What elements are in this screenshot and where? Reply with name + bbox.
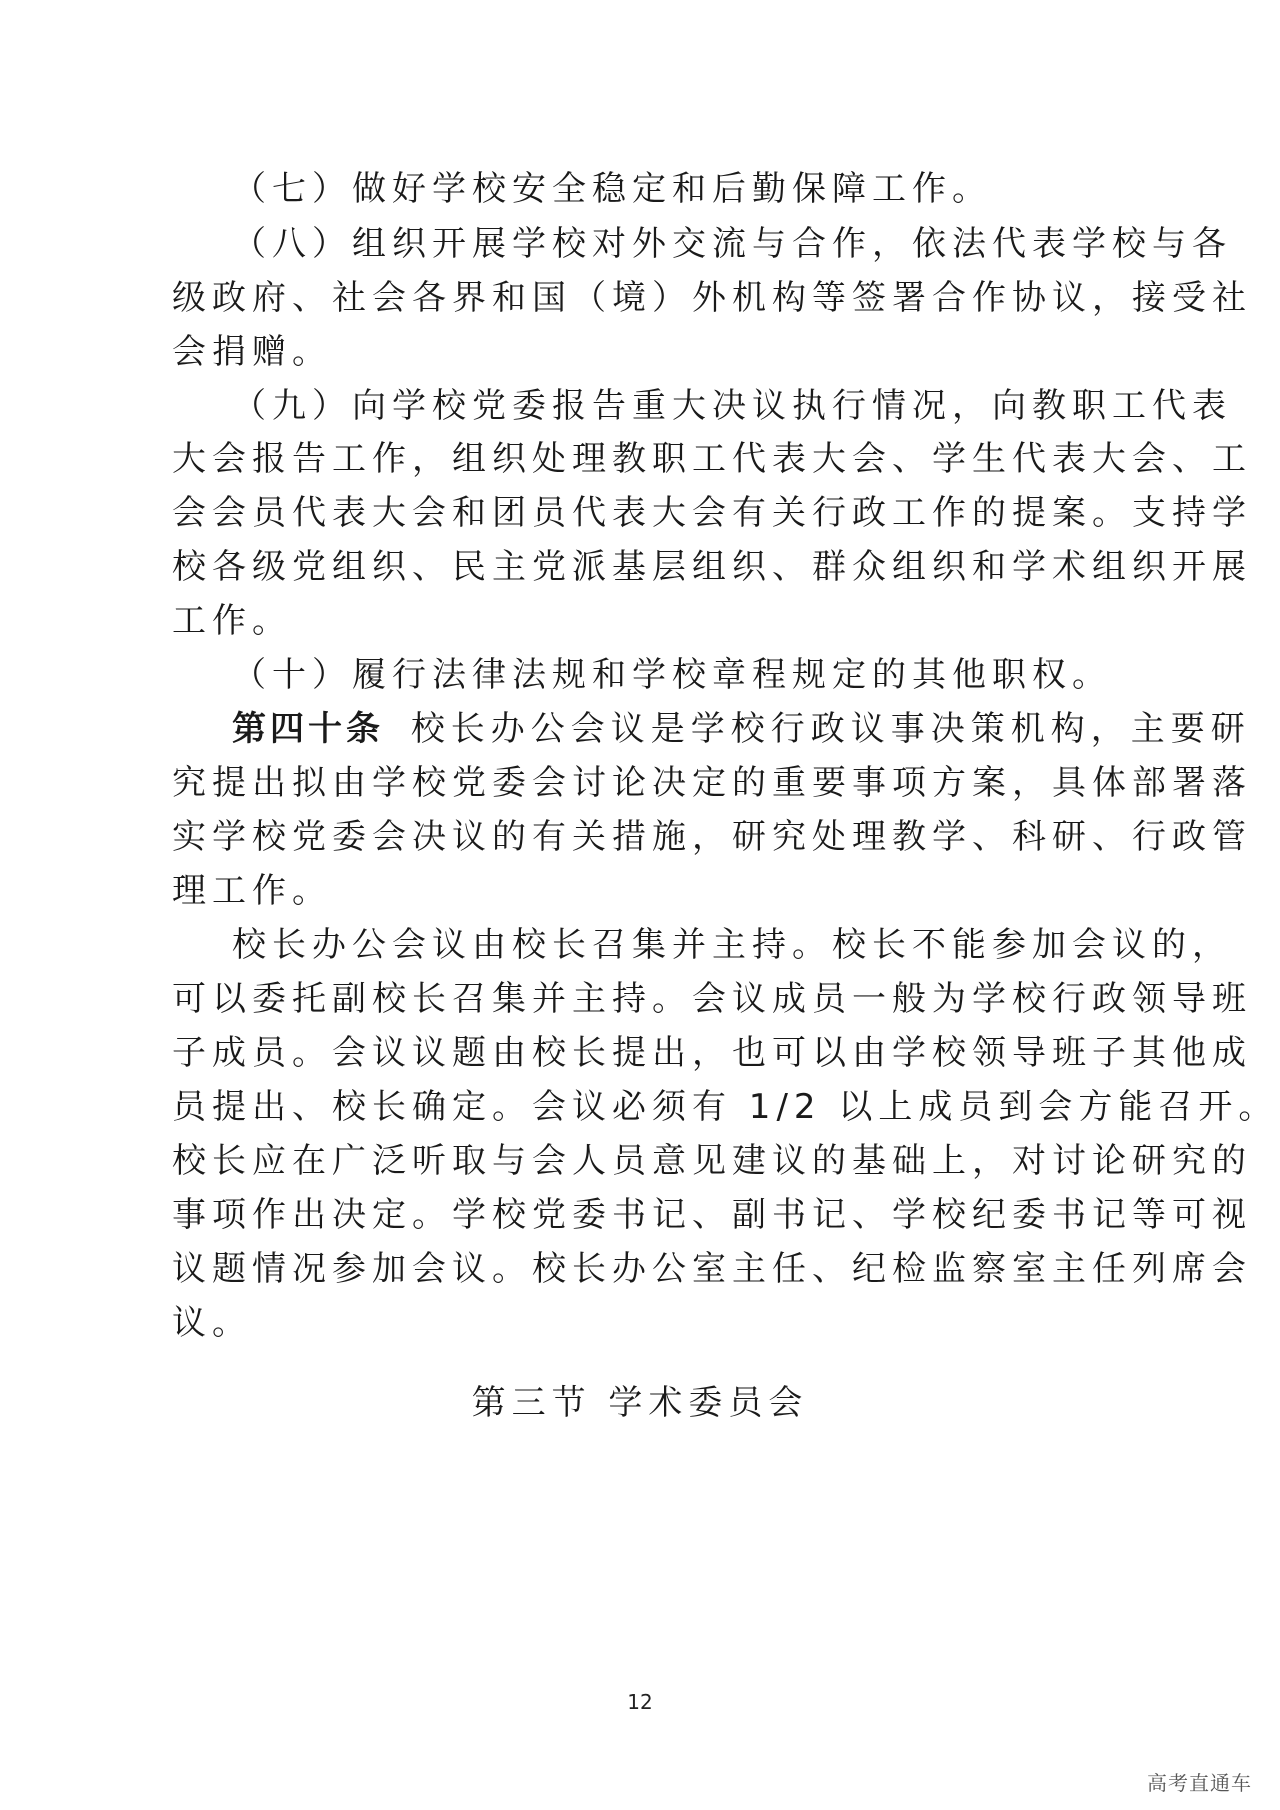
paragraph-line: （七）做好学校安全稳定和后勤保障工作。 (232, 169, 992, 209)
paragraph-line: 实学校党委会决议的有关措施，研究处理教学、科研、行政管 (172, 817, 1252, 857)
paragraph-line: 工作。 (172, 601, 292, 641)
paragraph-line: 校长应在广泛听取与会人员意见建议的基础上，对讨论研究的 (172, 1141, 1252, 1181)
page-number: 12 (627, 1690, 653, 1714)
paragraph-line: 可以委托副校长召集并主持。会议成员一般为学校行政领导班 (172, 979, 1252, 1019)
paragraph-line: 子成员。会议议题由校长提出，也可以由学校领导班子其他成 (172, 1033, 1252, 1073)
paragraph-line: 究提出拟由学校党委会讨论决定的重要事项方案，具体部署落 (172, 763, 1252, 803)
paragraph-line: 理工作。 (172, 871, 332, 911)
section-heading: 第三节 学术委员会 (471, 1383, 809, 1423)
paragraph-line: （八）组织开展学校对外交流与合作，依法代表学校与各 (232, 224, 1232, 264)
article-line (232, 709, 1251, 749)
paragraph-line: 员提出、校长确定。会议必须有 1/2 以上成员到会方能召开。 (172, 1087, 1279, 1127)
paragraph-line: 会会员代表大会和团员代表大会有关行政工作的提案。支持学 (172, 493, 1252, 533)
paragraph-line: 事项作出决定。学校党委书记、副书记、学校纪委书记等可视 (172, 1195, 1252, 1235)
watermark: 高考直通车 (1147, 1771, 1252, 1795)
paragraph-line: 议题情况参加会议。校长办公室主任、纪检监察室主任列席会 (172, 1249, 1252, 1289)
paragraph-line: 校长办公会议由校长召集并主持。校长不能参加会议的， (232, 925, 1232, 965)
paragraph-line: 级政府、社会各界和国（境）外机构等签署合作协议，接受社 (172, 278, 1252, 318)
paragraph-line: （十）履行法律法规和学校章程规定的其他职权。 (232, 655, 1112, 695)
paragraph-line: 会捐赠。 (172, 332, 332, 372)
article-label: 第四十条 (232, 709, 384, 749)
paragraph-line: （九）向学校党委报告重大决议执行情况，向教职工代表 (232, 386, 1232, 426)
paragraph-line: 大会报告工作，组织处理教职工代表大会、学生代表大会、工 (172, 439, 1252, 479)
paragraph-line: 校各级党组织、民主党派基层组织、群众组织和学术组织开展 (172, 547, 1252, 587)
paragraph-line: 议。 (172, 1303, 252, 1343)
article-text: 校长办公会议是学校行政议事决策机构，主要研 (410, 709, 1251, 749)
